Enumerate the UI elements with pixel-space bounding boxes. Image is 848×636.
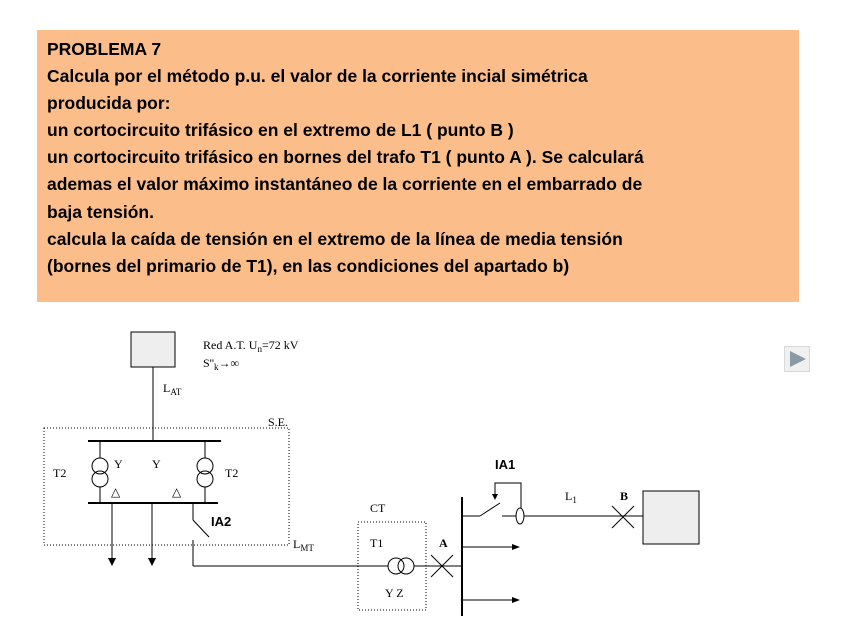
ia1-current-transformer xyxy=(516,508,524,524)
se-label: S.E. xyxy=(268,415,289,429)
lv-feeder-1-arrow xyxy=(512,544,520,550)
problem-title: PROBLEMA 7 xyxy=(47,39,162,59)
lv-feeder-2-arrow xyxy=(512,597,520,603)
l1-label: $L_1$ xyxy=(565,489,577,505)
problem-line-4: un cortocircuito trifásico en bornes del trafo T1 ( punto A ). Se calculará xyxy=(47,147,644,168)
lmt-label: $L_{MT}$ xyxy=(293,537,314,553)
red-label-1: Red A.T. $U_n=72$ kV xyxy=(203,338,299,354)
t2-left-coil-2 xyxy=(92,471,108,487)
network-box xyxy=(131,332,175,367)
ia2-switch-blade xyxy=(193,520,209,537)
point-b-label: B xyxy=(620,489,629,503)
problem-line-5: ademas el valor máximo instantáneo de la corriente en el embarrado de xyxy=(47,174,643,195)
t2-right-delta: △ xyxy=(172,485,182,499)
t2-left-delta: △ xyxy=(111,485,121,499)
t2-left-y: Y xyxy=(114,457,123,471)
feeder-2-arrow xyxy=(148,558,156,566)
load-box xyxy=(643,491,699,544)
t1-label: T1 xyxy=(370,536,384,550)
lat-label: $L_{AT}$ xyxy=(163,381,182,397)
substation-enclosure xyxy=(44,428,289,545)
ia1-switch-blade xyxy=(480,503,500,516)
t2-right-coil-1 xyxy=(197,458,213,474)
problem-line-8: (bornes del primario de T1), en las condiciones del apartado b) xyxy=(47,255,570,276)
t2-left-label: T2 xyxy=(53,466,67,480)
t1-coil-1 xyxy=(388,558,404,574)
problem-line-3: un cortocircuito trifásico en el extremo de L1 ( punto B ) xyxy=(47,120,514,141)
problem-line-6: baja tensión. xyxy=(47,201,154,222)
t1-coil-2 xyxy=(398,558,414,574)
yz-label: Y Z xyxy=(385,586,404,600)
t2-left-coil-1 xyxy=(92,458,108,474)
ia1-label: IA1 xyxy=(495,457,516,472)
ct-label: CT xyxy=(370,501,386,515)
red-label-2: $S''_k\to\infty$ xyxy=(203,356,240,372)
feeder-1-arrow xyxy=(108,558,116,566)
problem-line-7: calcula la caída de tensión en el extremo de la línea de media tensión xyxy=(47,228,623,249)
ia2-label: IA2 xyxy=(211,514,232,529)
ia1-relay-arrow xyxy=(492,494,498,500)
problem-line-1: Calcula por el método p.u. el valor de la corriente incial simétrica xyxy=(47,66,588,87)
t2-right-coil-2 xyxy=(197,471,213,487)
point-a-label: A xyxy=(439,536,448,550)
t2-right-label: T2 xyxy=(225,466,239,480)
problem-line-2: producida por: xyxy=(47,93,171,114)
t2-mid-y: Y xyxy=(152,457,161,471)
